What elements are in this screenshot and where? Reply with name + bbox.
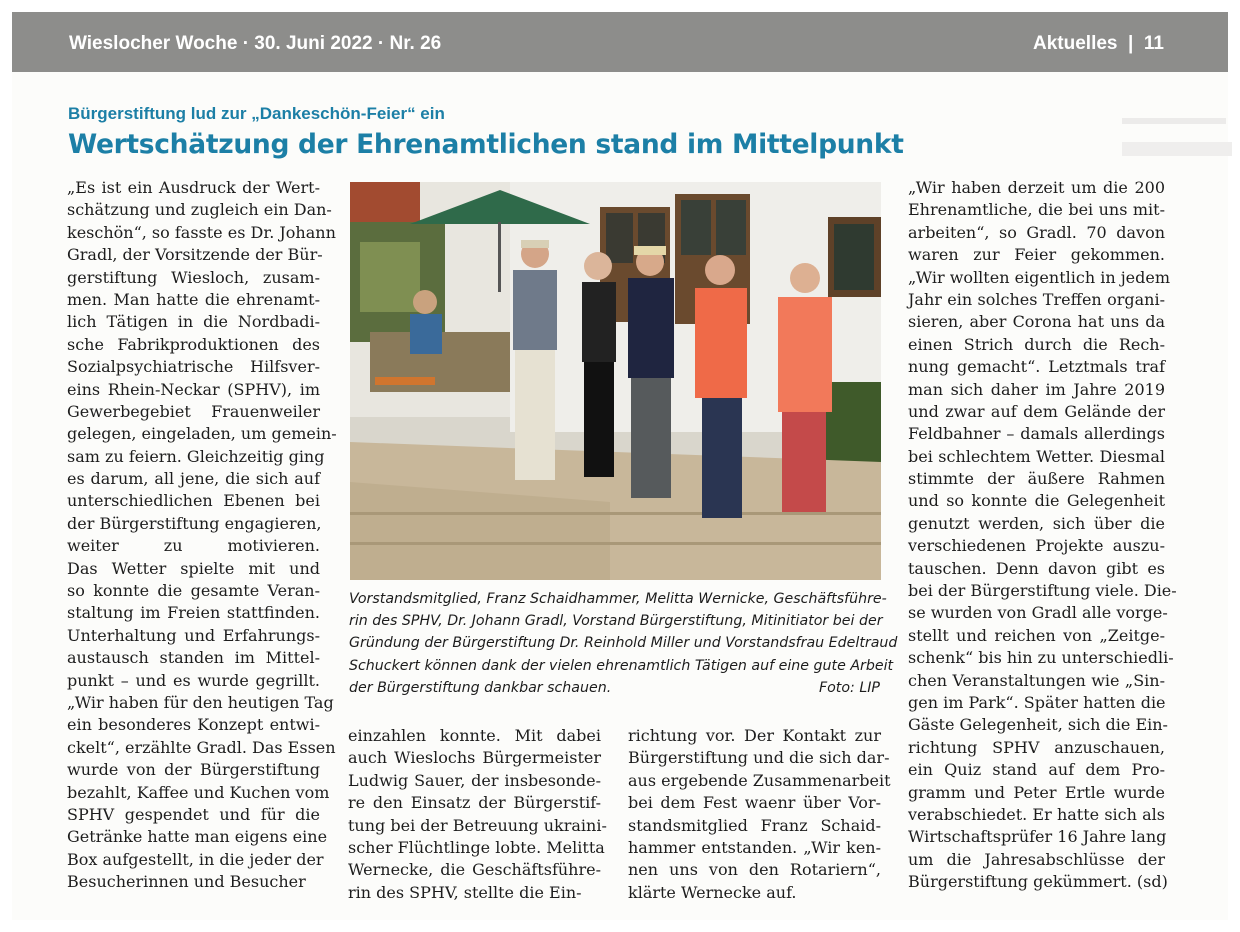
text-line: der Bürgerstiftung engagieren, xyxy=(67,513,322,533)
text-line: Jahr ein solches Treffen organi- xyxy=(908,289,1165,309)
text-line: richtung vor. Der Kontakt zur xyxy=(628,726,881,745)
text-line: einzahlen konnte. Mit dabei xyxy=(348,726,601,745)
text-line: unterschiedlichen Ebenen bei xyxy=(67,491,320,511)
text-line: waren zur Feier gekommen. xyxy=(908,245,1165,265)
text-line: scher Flüchtlinge lobte. Melitta xyxy=(348,837,605,857)
photo-credit: Foto: LIP xyxy=(818,679,880,696)
text-line: ckelt“, erzählte Gradl. Das Essen xyxy=(67,737,336,757)
text-line: ein Quiz stand auf dem Pro- xyxy=(908,760,1165,780)
text-line: Wernecke, die Geschäftsführe- xyxy=(348,860,601,880)
text-line: Gradl, der Vorsitzende der Bür- xyxy=(67,245,323,265)
text-line: um die Jahresabschlüsse der xyxy=(908,849,1165,869)
text-line: Wirtschaftsprüfer 16 Jahre lang xyxy=(908,827,1167,847)
text-line: bei der Bürgerstiftung viele. Die- xyxy=(908,581,1177,601)
text-line: tauschen. Denn davon gibt es xyxy=(908,558,1165,578)
text-line: und so konnte die Gelegenheit xyxy=(908,491,1165,511)
text-line: bezahlt, Kaffee und Kuchen vom xyxy=(67,782,330,802)
text-line: es darum, all jene, die sich auf xyxy=(67,469,320,489)
text-line: Gäste Gelegenheit, sich die Ein- xyxy=(908,715,1168,735)
text-line: einen Strich durch die Rech- xyxy=(908,334,1165,354)
text-line: stellt und reichen von „Zeitge- xyxy=(908,625,1165,645)
photo-caption xyxy=(349,588,898,699)
text-line: re den Einsatz der Bürgerstif- xyxy=(348,793,601,813)
group-photo-illustration xyxy=(350,182,881,580)
text-line: Getränke hatte man eigens eine xyxy=(67,827,328,847)
text-line: der Bürgerstiftung dankbar schauen. xyxy=(349,679,612,696)
text-line: schenk“ bis hin zu unterschiedli- xyxy=(908,648,1174,668)
text-line: gramm und Peter Ertle wurde xyxy=(908,782,1165,802)
text-line: rin des SPHV, Dr. Johann Gradl, Vorstand Bürgerstiftung, Mitinitiator bei der xyxy=(349,613,883,630)
text-line: so konnte die gesamte Veran- xyxy=(67,581,320,601)
text-line: gen im Park“. Später hatten die xyxy=(908,692,1166,712)
text-line: lich Tätigen in die Nordbadi- xyxy=(67,312,320,332)
text-line: „Wir haben für den heutigen Tag xyxy=(67,692,334,712)
text-line: wurde von der Bürgerstiftung xyxy=(67,760,320,780)
text-line: Schuckert können dank der vielen ehrenamtlich Tätigen auf eine gute Arbeit xyxy=(349,657,894,674)
text-line: punkt – und es wurde gegrillt. xyxy=(67,670,320,690)
article-headline: Wertschätzung der Ehrenamtlichen stand im Mittelpunkt xyxy=(68,129,904,160)
text-line: Das Wetter spielte mit und xyxy=(67,558,320,578)
text-line: klärte Wernecke auf. xyxy=(628,882,797,902)
text-line: auch Wieslochs Bürgermeister xyxy=(348,748,601,768)
text-line: sieren, aber Corona hat uns da xyxy=(908,312,1165,332)
text-line: gelegen, eingeladen, um gemein- xyxy=(67,424,337,444)
text-line: genutzt werden, sich über die xyxy=(908,513,1165,533)
text-line: verschiedenen Projekte auszu- xyxy=(908,536,1165,556)
group-photo xyxy=(350,182,881,580)
publication-info: Wieslocher Woche · 30. Juni 2022 · Nr. 26 xyxy=(69,33,442,54)
text-line: chen Veranstaltungen wie „Sin- xyxy=(908,670,1165,690)
text-line: standsmitglied Franz Schaid- xyxy=(628,815,881,835)
text-line: bei schlechtem Wetter. Diesmal xyxy=(908,446,1165,466)
text-line: Gründung der Bürgerstiftung Dr. Reinhold Miller und Vorstandsfrau Edeltraud xyxy=(349,635,898,652)
text-line: Ludwig Sauer, der insbesonde- xyxy=(348,770,601,790)
article-column-1 xyxy=(67,177,337,894)
text-line: nen uns von den Rotariern“, xyxy=(628,860,881,880)
text-line: nung gemacht“. Letztmals traf xyxy=(908,357,1165,377)
text-line: Bürgerstiftung gekümmert. (sd) xyxy=(908,872,1168,892)
text-line: sam zu feiern. Gleichzeitig ging xyxy=(67,446,325,466)
bleed-through-text xyxy=(1122,104,1232,164)
text-line: verabschiedet. Er hatte sich als xyxy=(908,804,1165,824)
text-line: rin des SPHV, stellte die Ein- xyxy=(348,882,582,902)
text-line: SPHV gespendet und für die xyxy=(67,804,320,824)
article-kicker: Bürgerstiftung lud zur „Dankeschön-Feier“ ein xyxy=(68,104,445,123)
text-line: ein besonderes Konzept entwi- xyxy=(67,715,320,735)
text-line: austausch standen im Mittel- xyxy=(67,648,320,668)
article-column-3 xyxy=(628,725,891,904)
text-line: Besucherinnen und Besucher xyxy=(67,872,306,892)
text-line: hammer entstanden. „Wir ken- xyxy=(628,837,881,857)
text-line: se wurden von Gradl alle vorge- xyxy=(908,603,1168,623)
article-column-4 xyxy=(908,177,1177,894)
text-line: arbeiten“, so Gradl. 70 davon xyxy=(908,222,1165,242)
text-line: Vorstandsmitglied, Franz Schaidhammer, Melitta Wernicke, Geschäftsführe- xyxy=(349,591,887,607)
text-line: eins Rhein-Neckar (SPHV), im xyxy=(67,379,320,399)
text-line: keschön“, so fasste es Dr. Johann xyxy=(67,222,336,242)
text-line: Gewerbegebiet Frauenweiler xyxy=(67,401,320,421)
article-column-2 xyxy=(348,725,607,904)
text-line: aus ergebende Zusammenarbeit xyxy=(628,770,891,790)
text-line: „Wir haben derzeit um die 200 xyxy=(908,178,1165,197)
text-line: „Es ist ein Ausdruck der Wert- xyxy=(67,178,320,197)
text-line: Unterhaltung und Erfahrungs- xyxy=(67,625,320,645)
section-page-number: Aktuelles | 11 xyxy=(1033,33,1164,54)
newspaper-page xyxy=(12,12,1228,920)
caption-text xyxy=(349,588,898,699)
text-line: und zwar auf dem Gelände der xyxy=(908,401,1165,421)
text-line: staltung im Freien stattfinden. xyxy=(67,603,320,623)
text-line: Bürgerstiftung und die sich dar- xyxy=(628,748,890,768)
text-line: Feldbahner – damals allerdings xyxy=(908,424,1165,444)
text-line: Box aufgestellt, in die jeder der xyxy=(67,849,324,869)
text-line: weiter zu motivieren. xyxy=(67,536,320,556)
text-line: sche Fabrikproduktionen des xyxy=(67,334,320,354)
text-line: gerstiftung Wiesloch, zusam- xyxy=(67,267,320,287)
text-line: Ehrenamtliche, die bei uns mit- xyxy=(908,200,1165,220)
text-line: richtung SPHV anzuschauen, xyxy=(908,737,1165,757)
text-line: Sozialpsychiatrische Hilfsver- xyxy=(67,357,320,377)
text-line: „Wir wollten eigentlich in jedem xyxy=(908,267,1171,287)
text-line: men. Man hatte die ehrenamt- xyxy=(67,289,320,309)
text-line: stimmte der äußere Rahmen xyxy=(908,469,1165,489)
text-line: man sich daher im Jahre 2019 xyxy=(908,379,1165,399)
page-header xyxy=(12,12,1228,72)
text-line: tung bei der Betreuung ukraini- xyxy=(348,815,607,835)
text-line: schätzung und zugleich ein Dan- xyxy=(67,200,332,220)
text-line: bei dem Fest waenr über Vor- xyxy=(628,793,881,813)
